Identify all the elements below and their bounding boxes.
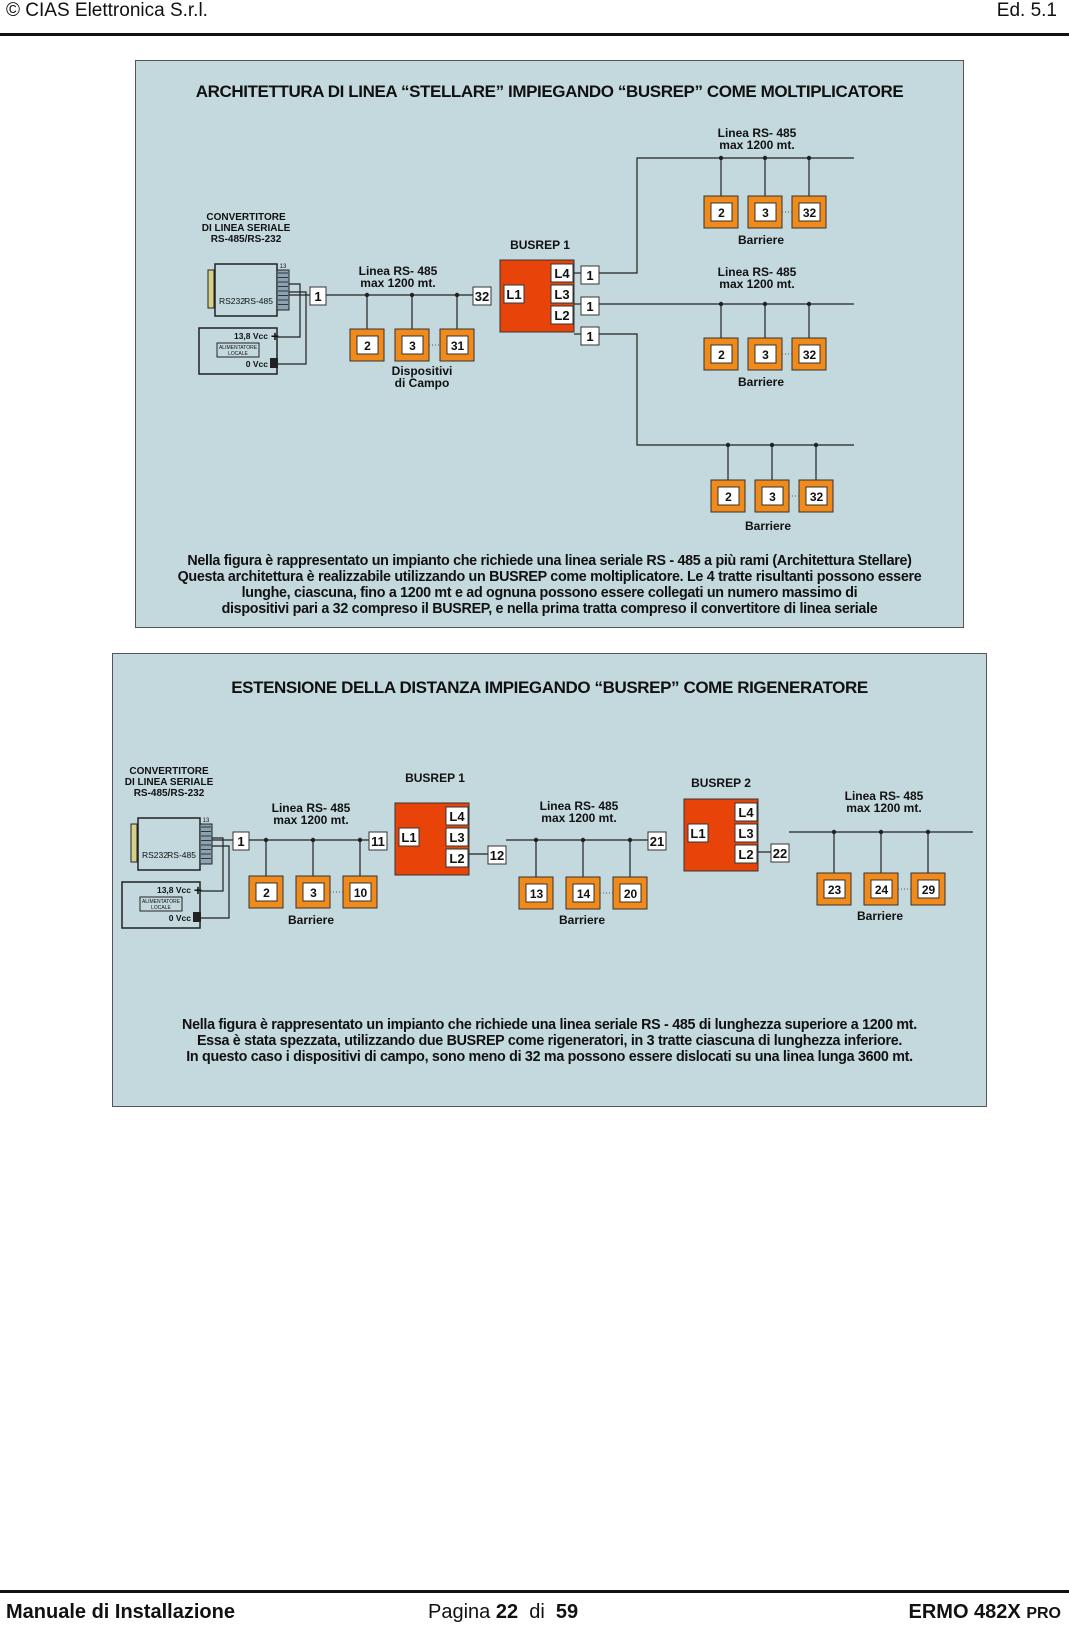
junction-dot xyxy=(534,838,538,842)
device-id: 20 xyxy=(623,887,638,901)
port-label: L3 xyxy=(554,287,570,302)
number-label: 12 xyxy=(489,848,505,863)
page-number xyxy=(428,1601,578,1624)
line-label: max 1200 mt. xyxy=(541,811,617,825)
junction-dot xyxy=(311,838,315,842)
port-label: L2 xyxy=(738,847,754,862)
barrier-label: Barriere xyxy=(558,913,606,927)
rs232-connector xyxy=(131,824,137,862)
power-label: 13,8 Vcc xyxy=(156,885,191,895)
busrep-1 xyxy=(500,260,574,332)
number-label: 21 xyxy=(649,834,665,849)
device-id: 24 xyxy=(874,883,889,897)
barrier-group xyxy=(817,830,945,905)
number-label: 1 xyxy=(586,329,594,344)
line-label: Linea RS- 485 xyxy=(358,264,438,278)
device-id: 32 xyxy=(809,490,824,504)
port-label: RS232 xyxy=(142,850,168,860)
footer-rule xyxy=(0,1590,1069,1593)
device-id: 13 xyxy=(529,887,544,901)
device-id: 2 xyxy=(725,490,732,504)
port-label: L1 xyxy=(506,287,522,302)
converter xyxy=(122,766,229,928)
device-id: 2 xyxy=(718,206,725,220)
junction-dot xyxy=(455,293,459,297)
barrier-label: Barriere xyxy=(737,375,785,389)
junction-dot xyxy=(879,830,883,834)
description-line: Nella figura è rappresentato un impianto che richiede una linea seriale RS - 485 a più rami (Architettura Stellare) xyxy=(187,553,912,569)
number-label: 32 xyxy=(474,289,490,304)
description-line: Questa architettura è realizzabile utilizzando un BUSREP come moltiplicatore. Le 4 tratte risultanti possono essere xyxy=(177,569,922,585)
line-label: max 1200 mt. xyxy=(719,138,795,152)
device-id: 3 xyxy=(409,339,416,353)
rs232-connector xyxy=(208,270,214,308)
minus-terminal xyxy=(193,912,201,922)
device-group-label: di Campo xyxy=(394,376,450,390)
converter-box xyxy=(138,818,200,870)
device-id: 32 xyxy=(802,206,817,220)
line-label: max 1200 mt. xyxy=(846,801,922,815)
port-label: L4 xyxy=(449,809,465,824)
page-header xyxy=(0,0,1069,34)
busrep-2 xyxy=(684,799,758,871)
number-label: 1 xyxy=(314,289,322,304)
device-id: 2 xyxy=(263,886,270,900)
junction-dot xyxy=(763,302,767,306)
barrier-label: Barriere xyxy=(744,519,792,533)
manual-title: Manuale di Installazione xyxy=(6,1601,235,1623)
diagram-description xyxy=(113,1017,986,1065)
minus-terminal xyxy=(270,358,278,368)
power-label: 13,8 Vcc xyxy=(233,331,268,341)
barrier-group xyxy=(704,302,826,370)
diagram-description xyxy=(136,553,963,617)
description-line: lunghe, ciascuna, fino a 1200 mt e ad ognuna possono essere collegati un numero massimo di xyxy=(241,585,858,601)
barrier-group xyxy=(249,838,377,908)
device-id: 3 xyxy=(310,886,317,900)
barrier-label: Barriere xyxy=(737,233,785,247)
edition: Ed. 5.1 xyxy=(996,0,1057,21)
junction-dot xyxy=(763,156,767,160)
junction-dot xyxy=(832,830,836,834)
number-label: 22 xyxy=(772,846,788,861)
junction-dot xyxy=(719,156,723,160)
junction-dot xyxy=(358,838,362,842)
product-suffix: PRO xyxy=(1026,1605,1061,1622)
description-line: dispositivi pari a 32 compreso il BUSREP, e nella prima tratta compreso il convertitore di linea seriale xyxy=(221,601,878,617)
device-group-label: Dispositivi xyxy=(391,364,453,378)
port-label: RS-485 xyxy=(244,296,273,306)
device-id: 2 xyxy=(718,348,725,362)
port-label: RS-485 xyxy=(167,850,196,860)
line-label: max 1200 mt. xyxy=(360,276,436,290)
line-label: Linea RS- 485 xyxy=(717,126,797,140)
line-label: max 1200 mt. xyxy=(273,813,349,827)
field-device-group xyxy=(350,293,474,361)
device-id: 32 xyxy=(802,348,817,362)
device-id: 14 xyxy=(576,887,591,901)
current-page: 22 xyxy=(495,1601,519,1623)
description-line: Nella figura è rappresentato un impianto che richiede una linea seriale RS - 485 di lunghezza superiore a 1200 mt. xyxy=(182,1017,917,1033)
junction-dot xyxy=(807,302,811,306)
port-label: RS232 xyxy=(219,296,245,306)
power-label: LOCALE xyxy=(151,905,171,911)
busrep-label: BUSREP 2 xyxy=(691,776,751,790)
junction-dot xyxy=(628,838,632,842)
barrier-label: Barriere xyxy=(856,909,904,923)
port-label: L1 xyxy=(401,830,417,845)
company-name: © CIAS Elettronica S.r.l. xyxy=(6,0,208,21)
busrep-label: BUSREP 1 xyxy=(510,238,570,252)
junction-dot xyxy=(807,156,811,160)
device-id: 29 xyxy=(921,883,936,897)
header-rule xyxy=(0,33,1069,36)
number-label: 1 xyxy=(586,268,594,283)
junction-dot xyxy=(926,830,930,834)
device-id: 3 xyxy=(762,206,769,220)
junction-dot xyxy=(410,293,414,297)
junction-dot xyxy=(719,302,723,306)
diagram-star-drawing xyxy=(136,61,963,627)
total-pages: 59 xyxy=(555,1601,579,1623)
converter-box xyxy=(215,264,277,316)
junction-dot xyxy=(770,443,774,447)
busrep-1 xyxy=(395,803,469,875)
diagram-title: ARCHITETTURA DI LINEA “STELLARE” IMPIEGANDO “BUSREP” COME MOLTIPLICATORE xyxy=(195,82,904,101)
port-label: L3 xyxy=(738,826,754,841)
converter-label: CONVERTITORE xyxy=(129,766,209,777)
device-id: 31 xyxy=(450,339,465,353)
line-label: Linea RS- 485 xyxy=(539,799,619,813)
converter-label: RS-485/RS-232 xyxy=(133,788,205,799)
line-label: Linea RS- 485 xyxy=(717,265,797,279)
power-label: LOCALE xyxy=(228,351,248,357)
diagram-title: ESTENSIONE DELLA DISTANZA IMPIEGANDO “BUSREP” COME RIGENERATORE xyxy=(231,678,868,697)
line-label: max 1200 mt. xyxy=(719,277,795,291)
product-model: ERMO 482X xyxy=(908,1601,1021,1623)
converter-label: DI LINEA SERIALE xyxy=(124,777,214,788)
diagram-star-architecture xyxy=(135,60,964,628)
page-of: di xyxy=(529,1601,545,1623)
device-id: 23 xyxy=(827,883,842,897)
device-id: 3 xyxy=(769,490,776,504)
number-label: 1 xyxy=(237,834,245,849)
port-label: L4 xyxy=(738,805,754,820)
barrier-group xyxy=(711,443,833,512)
converter xyxy=(199,212,306,374)
pin-label: 13 xyxy=(202,818,210,824)
diagram-regenerator xyxy=(112,653,987,1107)
converter-label: RS-485/RS-232 xyxy=(210,234,282,245)
port-label: L2 xyxy=(554,308,570,323)
converter-label: CONVERTITORE xyxy=(206,212,286,223)
junction-dot xyxy=(264,838,268,842)
page-label: Pagina xyxy=(428,1601,491,1623)
plus-sign: + xyxy=(193,882,203,898)
barrier-label: Barriere xyxy=(287,913,335,927)
line-label: Linea RS- 485 xyxy=(844,789,924,803)
power-label: ALIMENTATORE xyxy=(218,345,258,351)
barrier-group xyxy=(519,838,647,909)
junction-dot xyxy=(581,838,585,842)
junction-dot xyxy=(814,443,818,447)
power-label: 0 Vcc xyxy=(245,359,268,369)
busrep-label: BUSREP 1 xyxy=(405,771,465,785)
plus-sign: + xyxy=(270,328,280,344)
pin-label: 13 xyxy=(279,264,287,270)
device-id: 10 xyxy=(353,886,368,900)
line-label: Linea RS- 485 xyxy=(271,801,351,815)
power-label: 0 Vcc xyxy=(168,913,191,923)
port-label: L1 xyxy=(690,826,706,841)
barrier-group xyxy=(704,156,826,228)
product-name xyxy=(909,1601,1062,1624)
number-label: 11 xyxy=(371,834,385,849)
junction-dot xyxy=(365,293,369,297)
number-label: 1 xyxy=(586,299,594,314)
converter-label: DI LINEA SERIALE xyxy=(201,223,291,234)
power-label: ALIMENTATORE xyxy=(141,899,181,905)
port-label: L4 xyxy=(554,266,570,281)
junction-dot xyxy=(726,443,730,447)
port-label: L3 xyxy=(449,830,465,845)
port-label: L2 xyxy=(449,851,465,866)
device-id: 2 xyxy=(364,339,371,353)
device-id: 3 xyxy=(762,348,769,362)
description-line: Essa è stata spezzata, utilizzando due BUSREP come rigeneratori, in 3 tratte ciascuna di lunghezza inferiore. xyxy=(196,1033,903,1049)
description-line: In questo caso i dispositivi di campo, sono meno di 32 ma possono essere dislocati su una linea lunga 3600 mt. xyxy=(186,1049,913,1065)
